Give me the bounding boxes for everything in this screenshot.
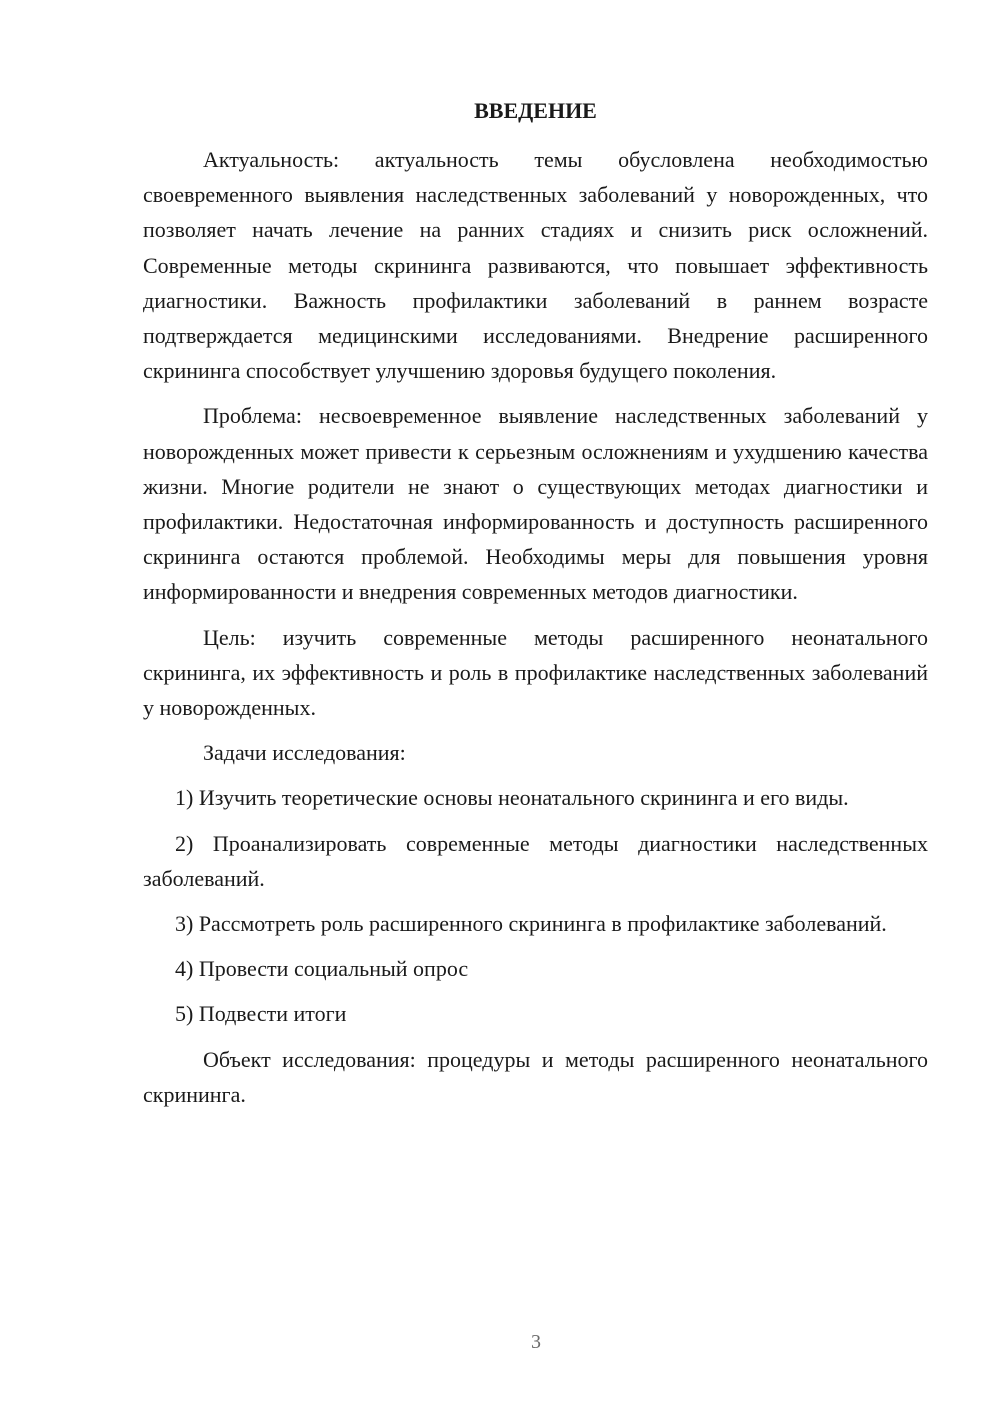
document-page <box>143 93 928 1122</box>
task-item: 5) Подвести итоги <box>175 1001 347 1027</box>
task-item: 3) Рассмотреть роль расширенного скрининга в профилактике заболеваний. <box>175 911 887 937</box>
task-item: 4) Провести социальный опрос <box>175 956 469 982</box>
task-item: 1) Изучить теоретические основы неонатального скрининга и его виды. <box>175 785 849 811</box>
goal-paragraph: Цель: изучить современные методы расширенного неонатального скрининга, их эффективность и роль в профилактике наследственных заболеваний у новорожденных. <box>143 624 928 721</box>
problem-paragraph: Проблема: несвоевременное выявление наследственных заболеваний у новорожденных может привести к серьезным осложнениям и ухудшению качества жизни. Многие родители не знают о существующих методах диагностики и профилактики. Недостаточная информированность и доступность расширенного скрининга остаются проблемой. Необходимы меры для повышения уровня информированности и внедрения современных методов диагностики. <box>143 403 928 605</box>
tasks-heading: Задачи исследования: <box>203 740 406 766</box>
relevance-paragraph: Актуальность: актуальность темы обусловлена необходимостью своевременного выявления наследственных заболеваний у новорожденных, что позволяет начать лечение на ранних стадиях и снизить риск осложнений. Современные методы скрининга развиваются, что повышает эффективность диагностики. Важность профилактики заболеваний в раннем возрасте подтверждается медицинскими исследованиями. Внедрение расширенного скрининга способствует улучшению здоровья будущего поколения. <box>143 147 928 384</box>
page-number: 3 <box>531 1331 541 1353</box>
section-title: ВВЕДЕНИЕ <box>474 98 597 123</box>
task-item: 2) Проанализировать современные методы диагностики наследственных заболеваний. <box>143 830 928 891</box>
object-paragraph: Объект исследования: процедуры и методы расширенного неонатального скрининга. <box>143 1046 928 1107</box>
